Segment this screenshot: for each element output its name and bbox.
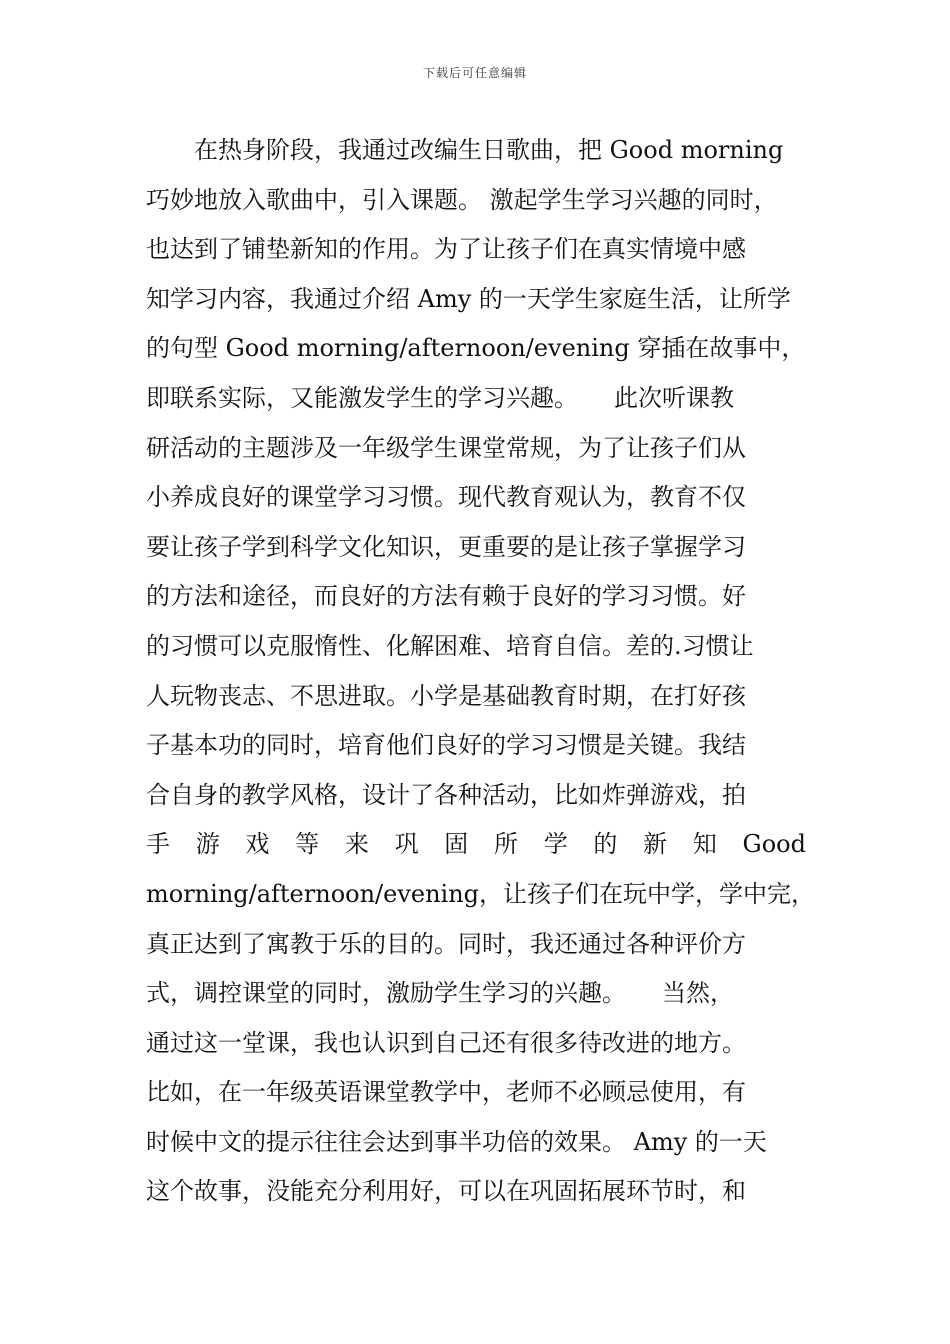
text-line: 小养成良好的课堂学习习惯。现代教育观认为，教育不仅 xyxy=(146,483,746,512)
text-line: 比如，在一年级英语课堂教学中，老师不必顾忌使用，有 xyxy=(146,1078,746,1107)
text-line: 的方法和途径，而良好的方法有赖于良好的学习习惯。好 xyxy=(146,582,746,611)
page-header: 下载后可任意编辑 xyxy=(422,66,527,80)
text-line: 的句型 Good morning/afternoon/evening 穿插在故事中， xyxy=(146,334,806,363)
text-line: 这个故事，没能充分利用好，可以在巩固拓展环节时，和 xyxy=(146,1177,746,1206)
text-line: 巧妙地放入歌曲中，引入课题。 激起学生学习兴趣的同时， xyxy=(146,185,778,214)
text-line: 的习惯可以克服惰性、化解困难、培育自信。差的.习惯让 xyxy=(146,631,754,660)
text-line: 手 游 戏 等 来 巩 固 所 学 的 新 知 Good xyxy=(146,830,806,859)
text-line: morning/afternoon/evening，让孩子们在玩中学，学中完， xyxy=(146,879,816,908)
text-line: 真正达到了寓教于乐的目的。同时，我还通过各种评价方 xyxy=(146,929,746,958)
text-line: 知学习内容，我通过介绍 Amy 的一天学生家庭生活，让所学 xyxy=(146,284,791,313)
text-line: 式，调控课堂的同时，激励学生学习的兴趣。 当然， xyxy=(146,979,734,1008)
body-text xyxy=(146,128,816,1219)
text-line: 在热身阶段，我通过改编生日歌曲，把 Good morning xyxy=(146,136,784,164)
text-line: 也达到了铺垫新知的作用。为了让孩子们在真实情境中感 xyxy=(146,235,746,264)
text-line: 即联系实际，又能激发学生的学习兴趣。 此次听课教 xyxy=(146,383,734,412)
text-line: 人玩物丧志、不思进取。小学是基础教育时期，在打好孩 xyxy=(146,681,746,710)
text-line: 通过这一堂课，我也认识到自己还有很多待改进的地方。 xyxy=(146,1028,746,1057)
text-line: 时候中文的提示往往会达到事半功倍的效果。 Amy 的一天 xyxy=(146,1127,767,1156)
text-line: 要让孩子学到科学文化知识，更重要的是让孩子掌握学习 xyxy=(146,532,746,561)
text-line: 研活动的主题涉及一年级学生课堂常规，为了让孩子们从 xyxy=(146,433,746,462)
text-line: 子基本功的同时，培育他们良好的学习习惯是关键。我结 xyxy=(146,731,746,760)
text-line: 合自身的教学风格，设计了各种活动，比如炸弹游戏，拍 xyxy=(146,780,746,809)
